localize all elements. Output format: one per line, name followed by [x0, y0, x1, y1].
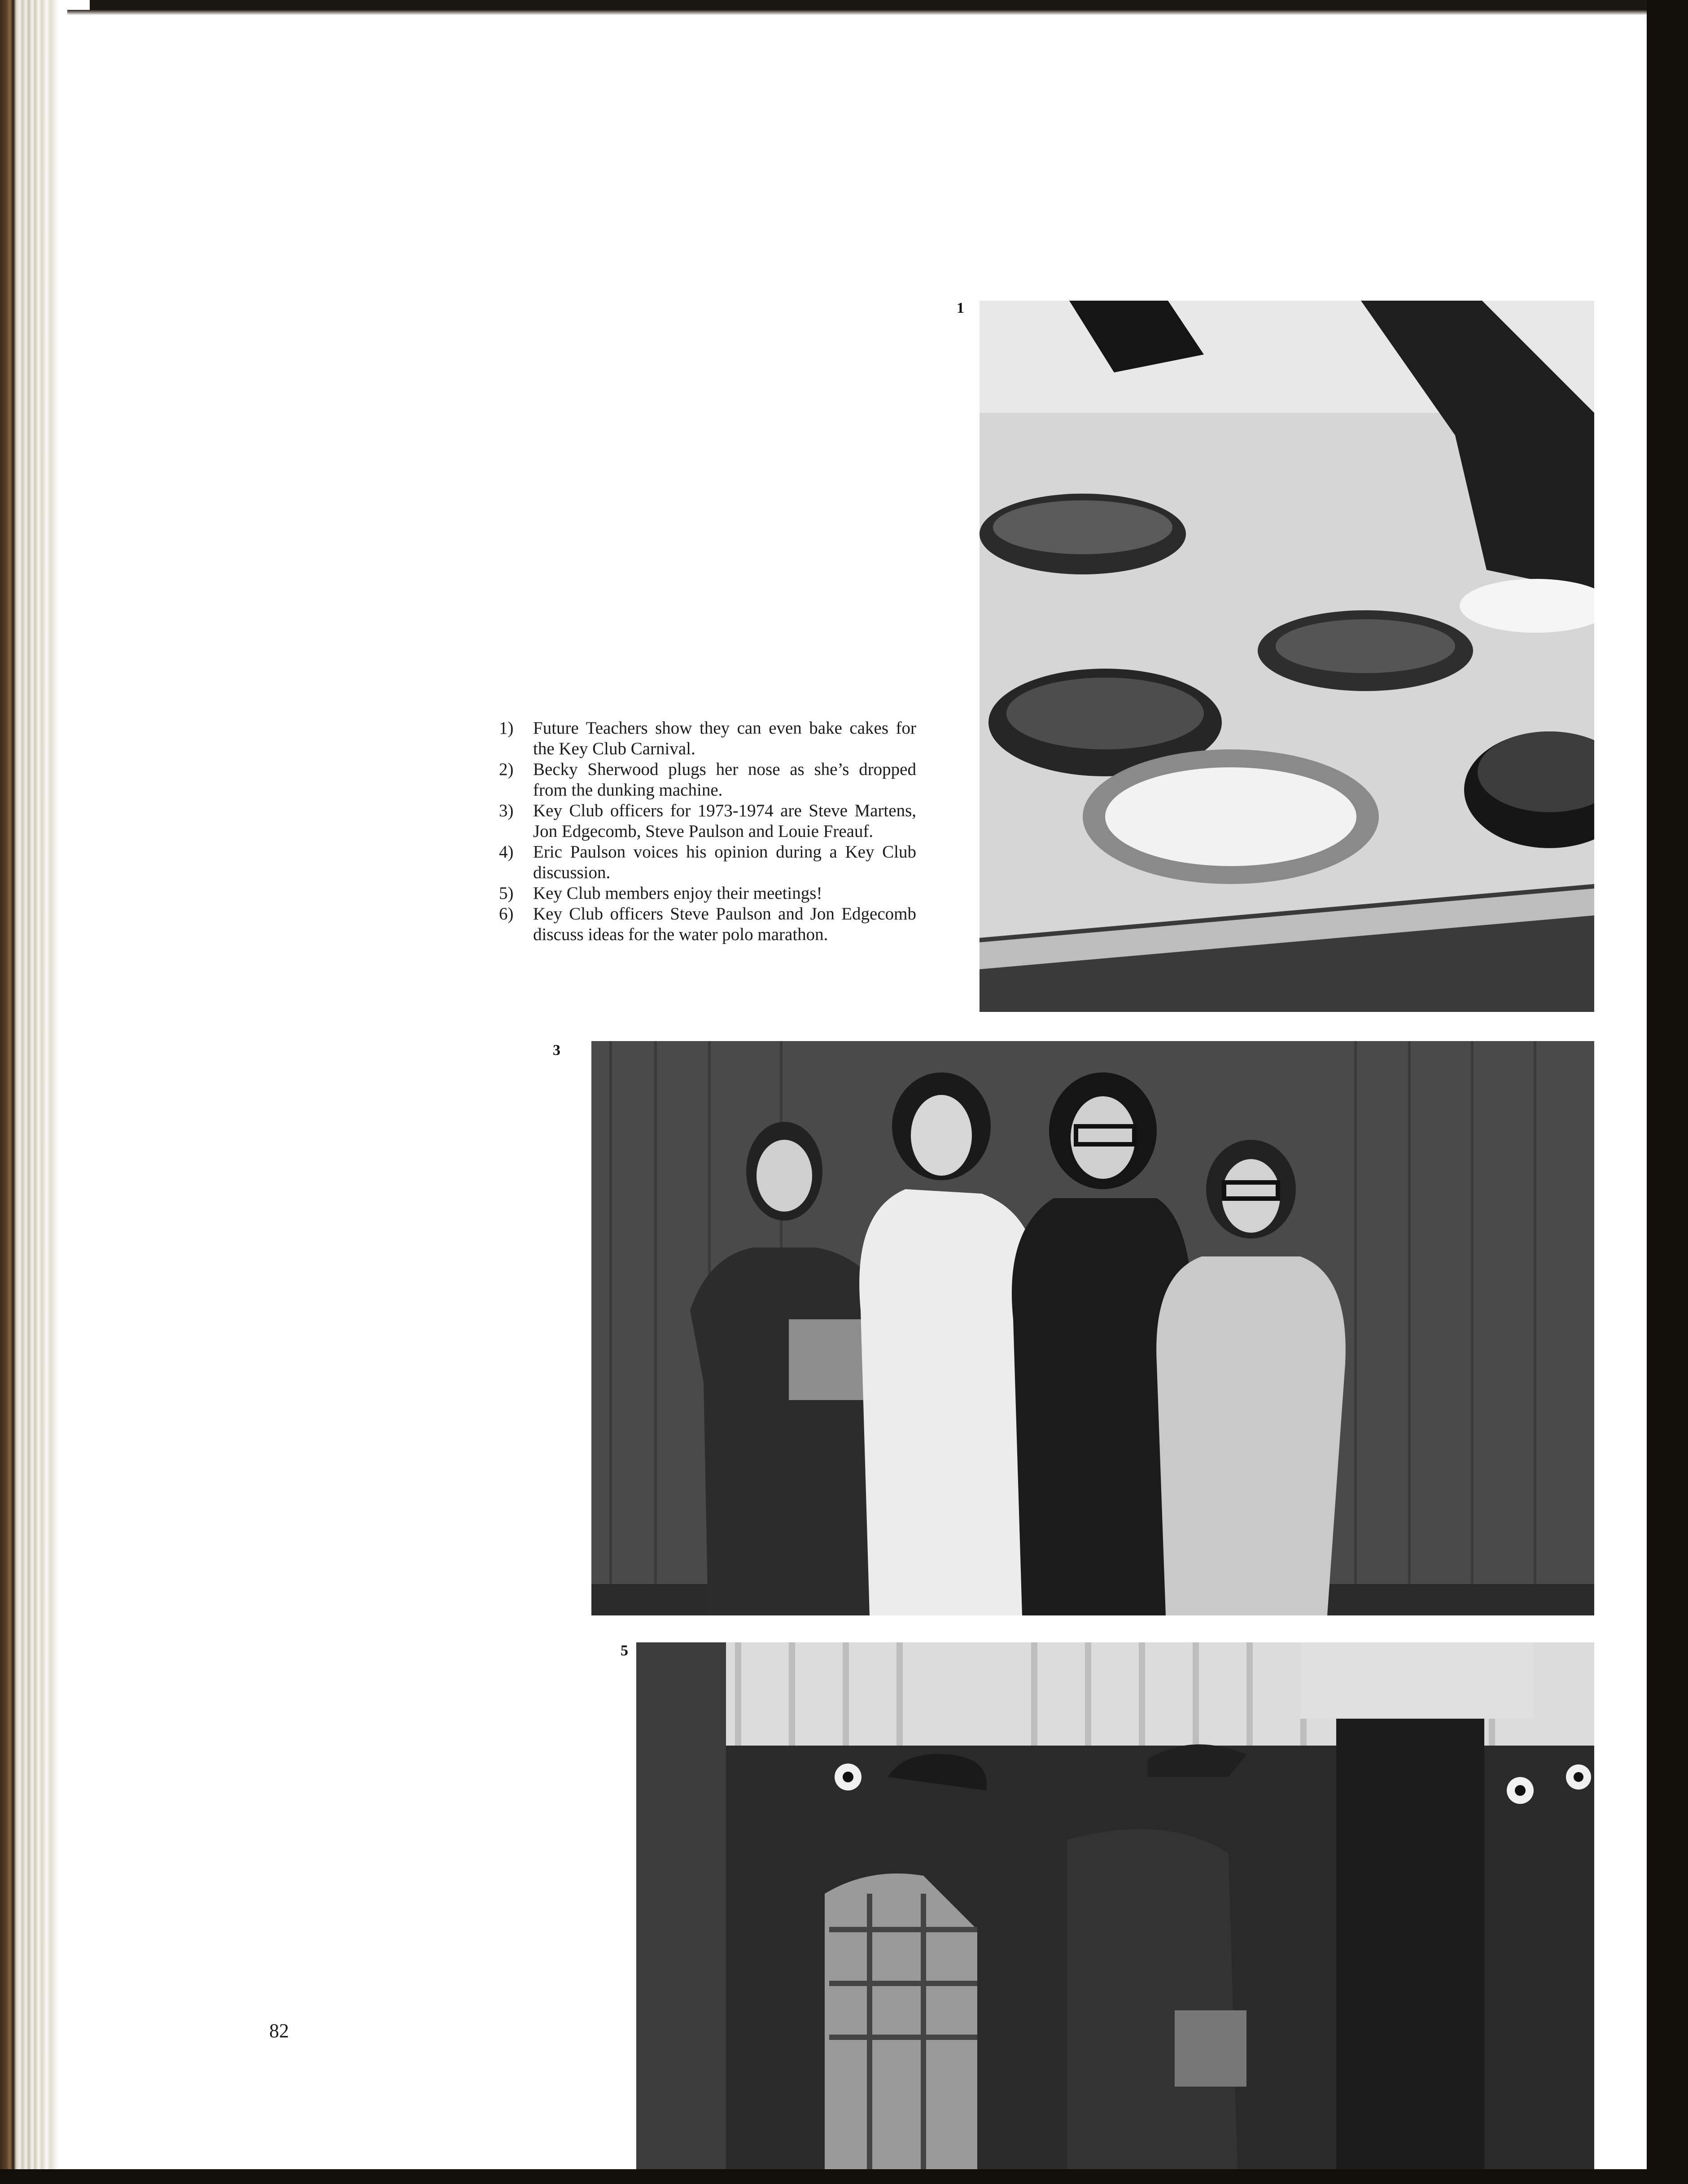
page-right-edge: [1647, 0, 1688, 2184]
photo-1-number: 1: [957, 300, 964, 316]
caption-number: 6): [499, 904, 514, 923]
page-number: 82: [269, 2020, 289, 2042]
caption-number: 1): [499, 718, 514, 738]
caption-text: Becky Sherwood plugs her nose as she’s dropped from the dunking machine.: [533, 760, 916, 800]
caption-item: [499, 801, 916, 842]
caption-item: [499, 904, 916, 945]
photo-3-number: 3: [553, 1042, 560, 1059]
photo-captions: [499, 718, 916, 945]
photo-key-club-meeting: [636, 1642, 1594, 2169]
caption-text: Eric Paulson voices his opinion during a Key Club discussion.: [533, 842, 916, 882]
caption-number: 4): [499, 842, 514, 862]
caption-item: [499, 759, 916, 801]
page-top-shadow: [67, 10, 1647, 15]
caption-text: Key Club members enjoy their meetings!: [533, 884, 822, 903]
caption-item: [499, 842, 916, 883]
caption-number: 3): [499, 801, 514, 820]
caption-item: [499, 883, 916, 904]
caption-text: Future Teachers show they can even bake cakes for the Key Club Carnival.: [533, 718, 916, 758]
photo-5-number: 5: [621, 1642, 628, 1659]
caption-item: [499, 718, 916, 759]
caption-text: Key Club officers for 1973-1974 are Steve Martens, Jon Edgecomb, Steve Paulson and Louie Freauf.: [533, 801, 916, 841]
page-bottom-edge: [0, 2169, 1688, 2184]
photo-cakes-table: [980, 301, 1594, 1012]
caption-text: Key Club officers Steve Paulson and Jon Edgecomb discuss ideas for the water polo marathon.: [533, 904, 916, 944]
caption-number: 5): [499, 884, 514, 903]
caption-number: 2): [499, 760, 514, 779]
photo-key-club-officers: [591, 1041, 1594, 1615]
